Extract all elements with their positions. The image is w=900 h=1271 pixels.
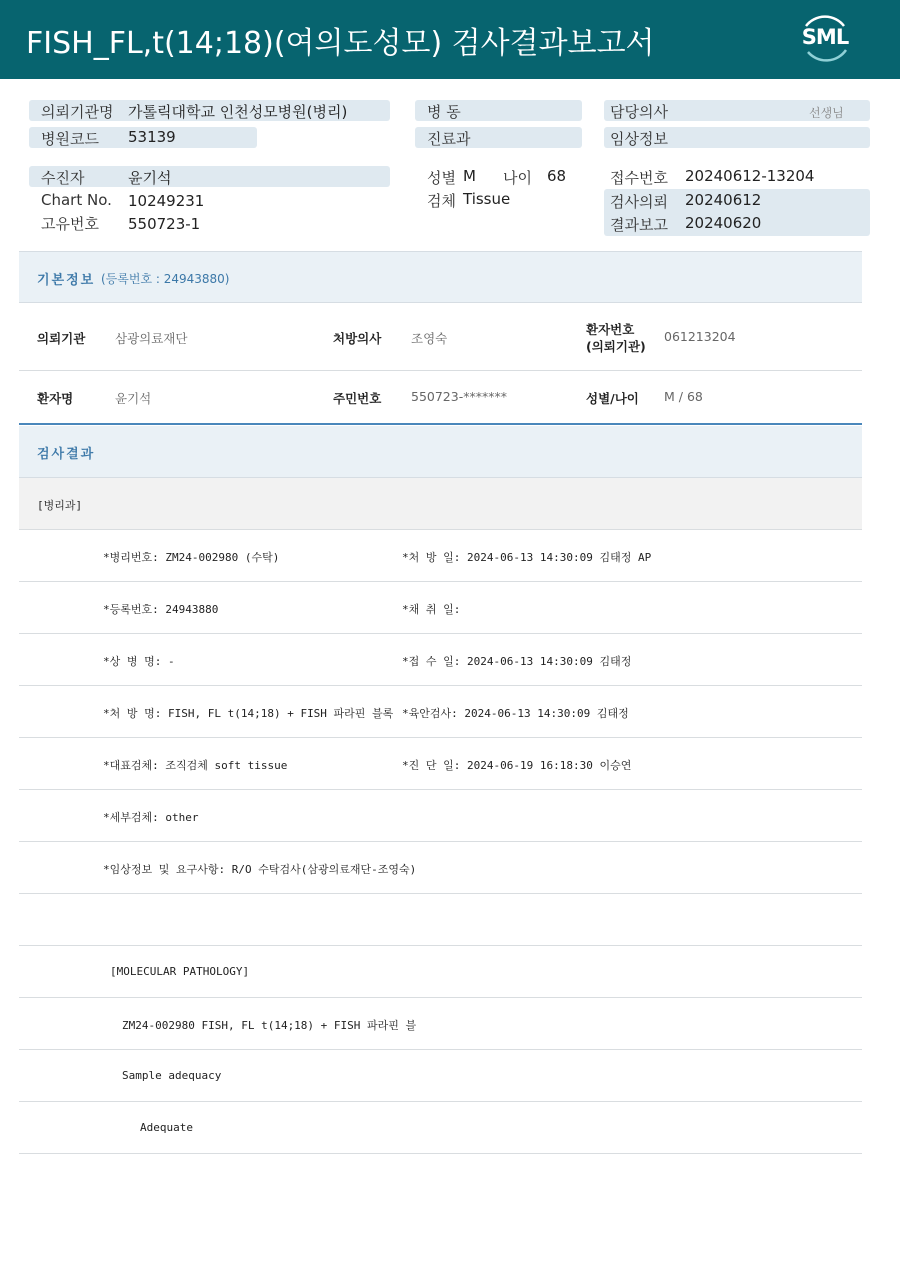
sml-logo xyxy=(796,12,854,66)
pid-label-1: 환자번호 xyxy=(586,322,635,337)
rrn-value: 550723-******* xyxy=(411,389,507,404)
basic-info-header xyxy=(19,251,862,303)
dept-text: [병리과] xyxy=(37,499,83,512)
result-left: *상 병 명: - xyxy=(103,655,175,668)
request-value: 20240612 xyxy=(685,191,762,209)
result-header xyxy=(19,426,862,478)
receipt-label: 접수번호 xyxy=(610,169,668,187)
mol-title-row xyxy=(19,946,862,998)
name-value: 윤기석 xyxy=(115,391,152,406)
sexage-value: M / 68 xyxy=(664,389,703,404)
result-right: *채 취 일: xyxy=(402,603,461,616)
mol-line: ZM24-002980 FISH, FL t(14;18) + FISH 파라핀 블 xyxy=(122,1019,417,1032)
dept-row xyxy=(19,478,862,530)
sex-value: M xyxy=(463,167,476,185)
sexage-label: 성별/나이 xyxy=(586,391,639,406)
age-label: 나이 xyxy=(503,169,532,187)
pid-label-2: (의뢰기관) xyxy=(586,339,646,354)
age-value: 68 xyxy=(547,167,567,185)
result-right: *처 방 일: 2024-06-13 14:30:09 김태정 AP xyxy=(402,551,652,564)
result-row xyxy=(19,582,862,634)
chart-label: Chart No. xyxy=(41,191,112,209)
receipt-value: 20240612-13204 xyxy=(685,167,815,185)
request-label: 검사의뢰 xyxy=(610,193,668,211)
inst-label: 의뢰기관 xyxy=(37,331,86,346)
prescriber-value: 조영숙 xyxy=(411,331,448,346)
sex-label: 성별 xyxy=(427,169,456,187)
ward-label: 병 동 xyxy=(427,103,461,121)
mol-title: [MOLECULAR PATHOLOGY] xyxy=(110,965,250,978)
hospital-code-label: 병원코드 xyxy=(41,130,99,148)
result-left: *대표검체: 조직검체 soft tissue xyxy=(103,759,288,772)
pid-value: 061213204 xyxy=(664,329,736,344)
report-value: 20240620 xyxy=(685,214,762,232)
hospital-code-value: 53139 xyxy=(128,128,176,146)
doctor-suffix: 선생님 xyxy=(809,106,844,120)
specimen-label: 검체 xyxy=(427,192,456,210)
result-row xyxy=(19,842,862,894)
result-right: *육안검사: 2024-06-13 14:30:09 김태정 xyxy=(402,707,629,720)
blank-row xyxy=(19,894,862,946)
specimen-value: Tissue xyxy=(463,190,511,208)
dept-label: 진료과 xyxy=(427,130,471,148)
result-left: *병리번호: ZM24-002980 (수탁) xyxy=(103,551,280,564)
result-left: *등록번호: 24943880 xyxy=(103,603,219,616)
mol-line-row xyxy=(19,998,862,1050)
result-left: *처 방 명: FISH, FL t(14;18) + FISH 파라핀 블록 xyxy=(103,707,394,720)
rrn-label: 주민번호 xyxy=(333,391,382,406)
result-right: *진 단 일: 2024-06-19 16:18:30 이승연 xyxy=(402,759,632,772)
basic-info-title: 기본정보 xyxy=(37,273,96,288)
inst-value: 삼광의료재단 xyxy=(115,331,188,346)
result-row xyxy=(19,634,862,686)
result-right: *접 수 일: 2024-06-13 14:30:09 김태정 xyxy=(402,655,632,668)
result-row xyxy=(19,790,862,842)
requester-label: 의뢰기관명 xyxy=(41,103,114,121)
requester-value: 가톨릭대학교 인천성모병원(병리) xyxy=(128,103,348,121)
chart-value: 10249231 xyxy=(128,192,205,210)
report-title: FISH_FL,t(14;18)(여의도성모) 검사결과보고서 xyxy=(26,26,655,61)
basic-row-2 xyxy=(19,371,862,425)
report-label: 결과보고 xyxy=(610,216,668,234)
uid-value: 550723-1 xyxy=(128,215,201,233)
adequacy-value-row xyxy=(19,1102,862,1154)
adequacy-value: Adequate xyxy=(140,1121,193,1134)
patient-label: 수진자 xyxy=(41,169,85,187)
doctor-label: 담당의사 xyxy=(610,103,668,121)
adequacy-label-row xyxy=(19,1050,862,1102)
patient-value: 윤기석 xyxy=(128,169,172,187)
adequacy-label: Sample adequacy xyxy=(122,1069,222,1082)
result-row xyxy=(19,530,862,582)
clinical-label: 임상정보 xyxy=(610,130,668,148)
uid-label: 고유번호 xyxy=(41,215,99,233)
result-row xyxy=(19,738,862,790)
title-bar xyxy=(0,0,900,79)
prescriber-label: 처방의사 xyxy=(333,331,382,346)
basic-row-1 xyxy=(19,303,862,371)
result-title: 검사결과 xyxy=(37,447,96,462)
result-left: *임상정보 및 요구사항: R/O 수탁검사(삼광의료재단-조영숙) xyxy=(103,863,417,876)
name-label: 환자명 xyxy=(37,391,74,406)
basic-info-reg: (등록번호 : 24943880) xyxy=(101,272,230,286)
result-left: *세부검체: other xyxy=(103,811,199,824)
result-row xyxy=(19,686,862,738)
logo-text: SML xyxy=(801,25,849,49)
